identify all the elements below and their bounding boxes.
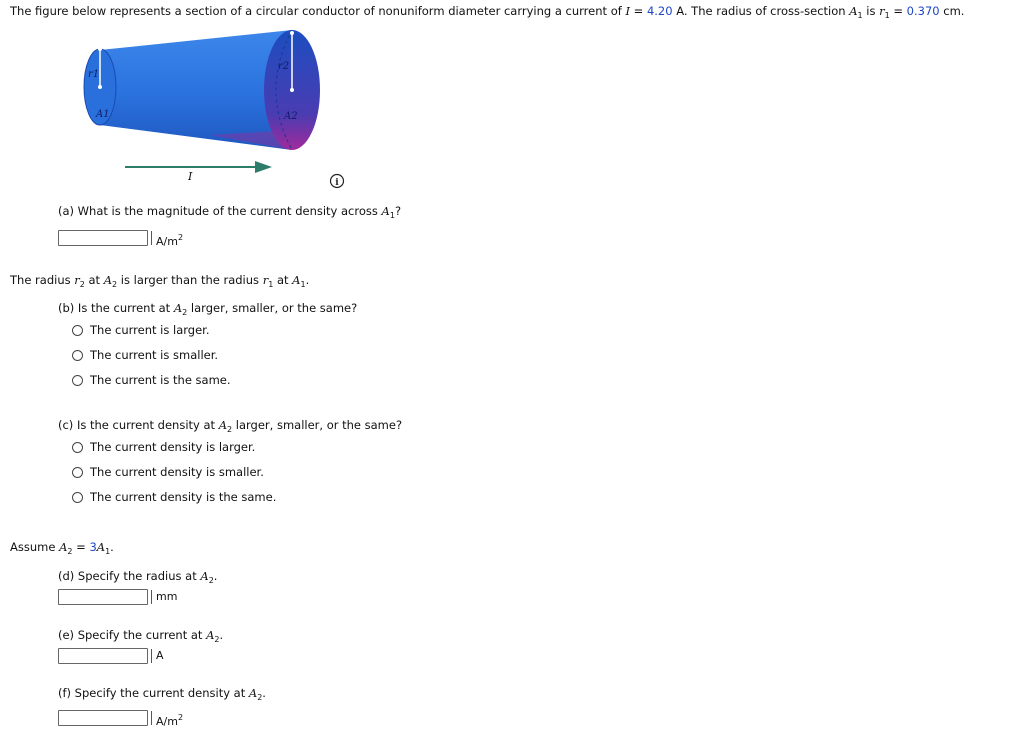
option-b-smaller: The current is smaller. bbox=[90, 348, 219, 362]
question-c-text-2: larger, smaller, or the same? bbox=[232, 418, 403, 432]
area-subscript: 1 bbox=[857, 11, 863, 20]
intro-text-4: cm. bbox=[939, 4, 965, 18]
equals-sign-2: = bbox=[889, 4, 907, 18]
r1-dot-center bbox=[98, 85, 102, 89]
assumption-coefficient: 3 bbox=[89, 540, 97, 554]
unit-f bbox=[151, 711, 184, 728]
assumption-text: Assume bbox=[10, 540, 56, 554]
radio-b-larger[interactable] bbox=[72, 325, 83, 336]
r1-dot-top bbox=[98, 47, 102, 51]
r2-dot-top bbox=[290, 31, 294, 35]
question-a-subscript: 1 bbox=[389, 211, 395, 220]
assumption-a2: A bbox=[59, 540, 68, 554]
question-c-symbol: A bbox=[218, 418, 228, 432]
question-d bbox=[58, 569, 217, 585]
question-a-text: (a) What is the magnitude of the current density across bbox=[58, 204, 378, 218]
equals-sign: = bbox=[629, 4, 647, 18]
radio-b-same[interactable] bbox=[72, 375, 83, 386]
question-a-symbol: A bbox=[381, 204, 390, 218]
question-c-subscript: 2 bbox=[227, 425, 233, 434]
radius-info-text-5: . bbox=[305, 273, 310, 287]
intro-text: The figure below represents a section of a circular conductor of nonuniform diameter carrying a current of bbox=[10, 4, 622, 18]
radius-info-a1-sub: 1 bbox=[300, 280, 306, 289]
r2-dot-center bbox=[290, 88, 294, 92]
answer-input-d[interactable] bbox=[58, 589, 148, 605]
radius-info-r2: r bbox=[74, 273, 80, 287]
question-f-subscript: 2 bbox=[257, 693, 263, 702]
unit-a-text: A/m bbox=[156, 235, 178, 248]
assumption-period: . bbox=[110, 540, 114, 554]
label-a2: A2 bbox=[284, 111, 298, 122]
question-e-text: (e) Specify the current at bbox=[58, 628, 203, 642]
intro-text-2: A. The radius of cross-section bbox=[672, 4, 846, 18]
question-e-symbol: A bbox=[206, 628, 215, 642]
question-c-text: (c) Is the current density at bbox=[58, 418, 216, 432]
intro-text-3: is bbox=[862, 4, 876, 18]
radius-info-r1: r bbox=[262, 273, 269, 287]
question-e-tail: . bbox=[219, 628, 224, 642]
unit-a bbox=[151, 231, 184, 248]
radio-b-smaller[interactable] bbox=[72, 350, 83, 361]
assumption-a1-sub: 1 bbox=[105, 547, 111, 556]
question-b-text-2: larger, smaller, or the same? bbox=[187, 301, 358, 315]
radius-symbol: r bbox=[879, 4, 885, 18]
area-symbol: A bbox=[849, 4, 858, 18]
question-a-tail: ? bbox=[394, 204, 402, 218]
radius-info-a2: A bbox=[103, 273, 113, 287]
option-c-larger: The current density is larger. bbox=[90, 440, 256, 454]
current-arrowhead bbox=[255, 161, 272, 173]
radius-info-text-4: at bbox=[273, 273, 289, 287]
question-f-tail: . bbox=[262, 686, 266, 700]
answer-input-e[interactable] bbox=[58, 648, 148, 664]
current-symbol: I bbox=[625, 4, 630, 18]
question-d-tail: . bbox=[213, 569, 218, 583]
radius-info-r1-sub: 1 bbox=[268, 280, 274, 289]
question-c bbox=[58, 418, 402, 434]
question-a bbox=[58, 204, 401, 220]
question-f bbox=[58, 686, 266, 702]
assumption-a2-sub: 2 bbox=[67, 547, 73, 556]
unit-e: A bbox=[151, 649, 164, 663]
label-a1: A1 bbox=[96, 109, 110, 120]
assumption-equals: = bbox=[72, 540, 90, 554]
radius-subscript: 1 bbox=[884, 11, 890, 20]
question-b bbox=[58, 301, 357, 317]
radius-info-r2-sub: 2 bbox=[79, 280, 85, 289]
radio-c-same[interactable] bbox=[72, 492, 83, 503]
radio-c-larger[interactable] bbox=[72, 442, 83, 453]
answer-input-a[interactable] bbox=[58, 230, 148, 246]
question-b-text: (b) Is the current at bbox=[58, 301, 171, 315]
option-b-larger: The current is larger. bbox=[90, 323, 210, 337]
radius-value: 0.370 bbox=[906, 4, 940, 18]
answer-input-f[interactable] bbox=[58, 710, 148, 726]
radius-info-a2-sub: 2 bbox=[112, 280, 118, 289]
radio-c-smaller[interactable] bbox=[72, 467, 83, 478]
info-icon-glyph: i bbox=[335, 178, 339, 188]
option-b-same: The current is the same. bbox=[90, 373, 231, 387]
conductor-figure bbox=[70, 25, 360, 195]
assumption bbox=[10, 540, 114, 556]
question-b-subscript: 2 bbox=[182, 308, 188, 317]
label-current: I bbox=[188, 170, 193, 183]
option-c-same: The current density is the same. bbox=[90, 490, 277, 504]
question-f-text: (f) Specify the current density at bbox=[58, 686, 246, 700]
question-d-subscript: 2 bbox=[208, 576, 214, 585]
current-value: 4.20 bbox=[646, 4, 673, 18]
radius-info-a1: A bbox=[292, 273, 301, 287]
radius-info-text-3: is larger than the radius bbox=[117, 273, 260, 287]
radius-info bbox=[10, 273, 309, 289]
assumption-a1: A bbox=[96, 540, 106, 554]
label-r2: r2 bbox=[278, 61, 290, 72]
unit-a-exponent: 2 bbox=[177, 233, 184, 242]
question-f-symbol: A bbox=[248, 686, 258, 700]
radius-info-text-2: at bbox=[84, 273, 101, 287]
problem-statement bbox=[10, 4, 964, 20]
question-e-subscript: 2 bbox=[214, 635, 220, 644]
unit-d: mm bbox=[151, 590, 177, 604]
radius-info-text-1: The radius bbox=[10, 273, 71, 287]
question-b-symbol: A bbox=[173, 301, 183, 315]
unit-f-text: A/m bbox=[156, 715, 178, 728]
option-c-smaller: The current density is smaller. bbox=[90, 465, 264, 479]
question-d-symbol: A bbox=[200, 569, 209, 583]
question-d-text: (d) Specify the radius at bbox=[58, 569, 197, 583]
question-e bbox=[58, 628, 223, 644]
label-r1: r1 bbox=[88, 69, 100, 80]
unit-f-exponent: 2 bbox=[177, 713, 184, 722]
